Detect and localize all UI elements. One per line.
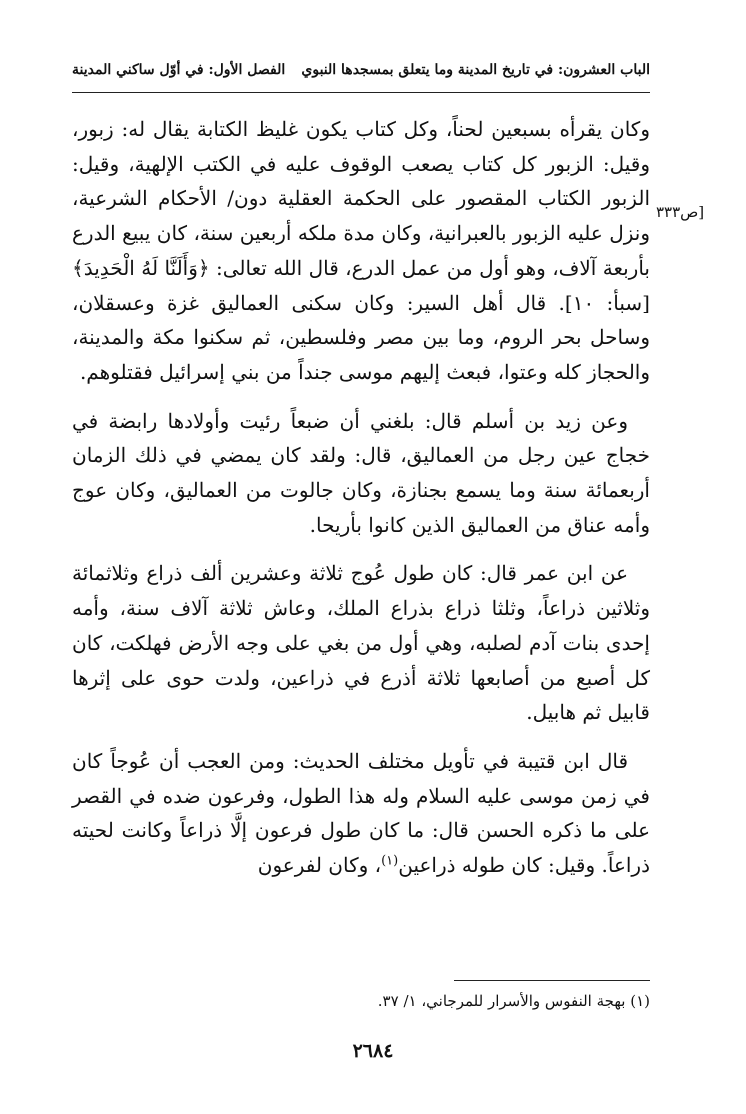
footnote-divider xyxy=(454,980,650,981)
paragraph-2 xyxy=(72,404,650,543)
running-header xyxy=(72,52,650,92)
main-text xyxy=(72,112,650,897)
header-divider xyxy=(72,92,650,93)
paragraph-2-text: وعن زيد بن أسلم قال: بلغني أن ضبعاً رئيت وأولادها رابضة في خجاج عين رجل من العماليق، قال: ولقد كان يمضي في ذلك الزمان أربعمائة سنة وما يسمع بجنازة، وكان جالوت من العماليق، وكان عوج وأمه عناق من العماليق الذين كانوا بأريحا. xyxy=(72,408,650,537)
paragraph-3-text: عن ابن عمر قال: كان طول عُوج ثلاثة وعشرين ألف ذراع وثلاثمائة وثلاثين ذراعاً، وثلثا ذراع بذراع الملك، وعاش ثلاثة آلاف سنة، وأمه إحدى بنات آدم لصلبه، وهي أول من بغي على وجه الأرض فهلكت، كان كل أصبع من أصابعها ثلاثة أذرع في ذراعين، ولدت حوى على إثرها قابيل ثم هابيل. xyxy=(72,561,650,725)
margin-page-reference: [ص٣٣٣ xyxy=(656,203,705,221)
paragraph-4-text-end: ، وكان لفرعون xyxy=(257,853,382,878)
header-chapter-title: الباب العشرون: في تاريخ المدينة وما يتعلق بمسجدها النبوي xyxy=(301,62,650,78)
footnote-number: (١) xyxy=(630,992,650,1010)
header-section-title: الفصل الأول: في أوّل ساكني المدينة xyxy=(72,62,286,78)
paragraph-1 xyxy=(72,112,650,390)
page-number: ٢٦٨٤ xyxy=(352,1040,394,1062)
paragraph-4-text-start: قال ابن قتيبة في تأويل مختلف الحديث: ومن العجب أن عُوجاً كان في زمن موسى عليه السلام وله هذا الطول، وفرعون ضده في القصر على ما ذكره الحسن قال: ما كان طول فرعون إلَّا ذراعاً وكانت لحيته ذراعاً. وقيل: كان طوله ذراعين xyxy=(72,748,650,878)
footnote-text: بهجة النفوس والأسرار للمرجاني، ١/ ٣٧. xyxy=(377,992,626,1010)
paragraph-1-text: وكان يقرأه بسبعين لحناً، وكل كتاب يكون غليظ الكتابة يقال له: زبور، وقيل: الزبور كل كتاب يصعب الوقوف عليه في الكتب الإلهية، وقيل: الزبور الكتاب المقصور على الحكمة العقلية دون/ الأحكام الشرعية، ونزل عليه الزبور بالعبرانية، وكان مدة ملكه أربعين سنة، كان يبيع الدرع بأربعة آلاف، وهو أول من عمل الدرع، قال الله تعالى: ﴿وَأَلَنَّا لَهُ الْحَدِيدَ﴾ [سبأ: ١٠]. قال أهل السير: وكان سكنى العماليق غزة وعسقلان، وساحل بحر الروم، وما بين مصر وفلسطين، ثم سكنوا مكة والمدينة، والحجاز كله وعتوا، فبعث إليهم موسى جنداً من بني إسرائيل فقتلوهم. xyxy=(72,117,650,384)
paragraph-3 xyxy=(72,556,650,730)
paragraph-4 xyxy=(72,744,650,883)
footnote xyxy=(72,990,650,1012)
footnote-reference[interactable]: (١) xyxy=(381,853,399,869)
